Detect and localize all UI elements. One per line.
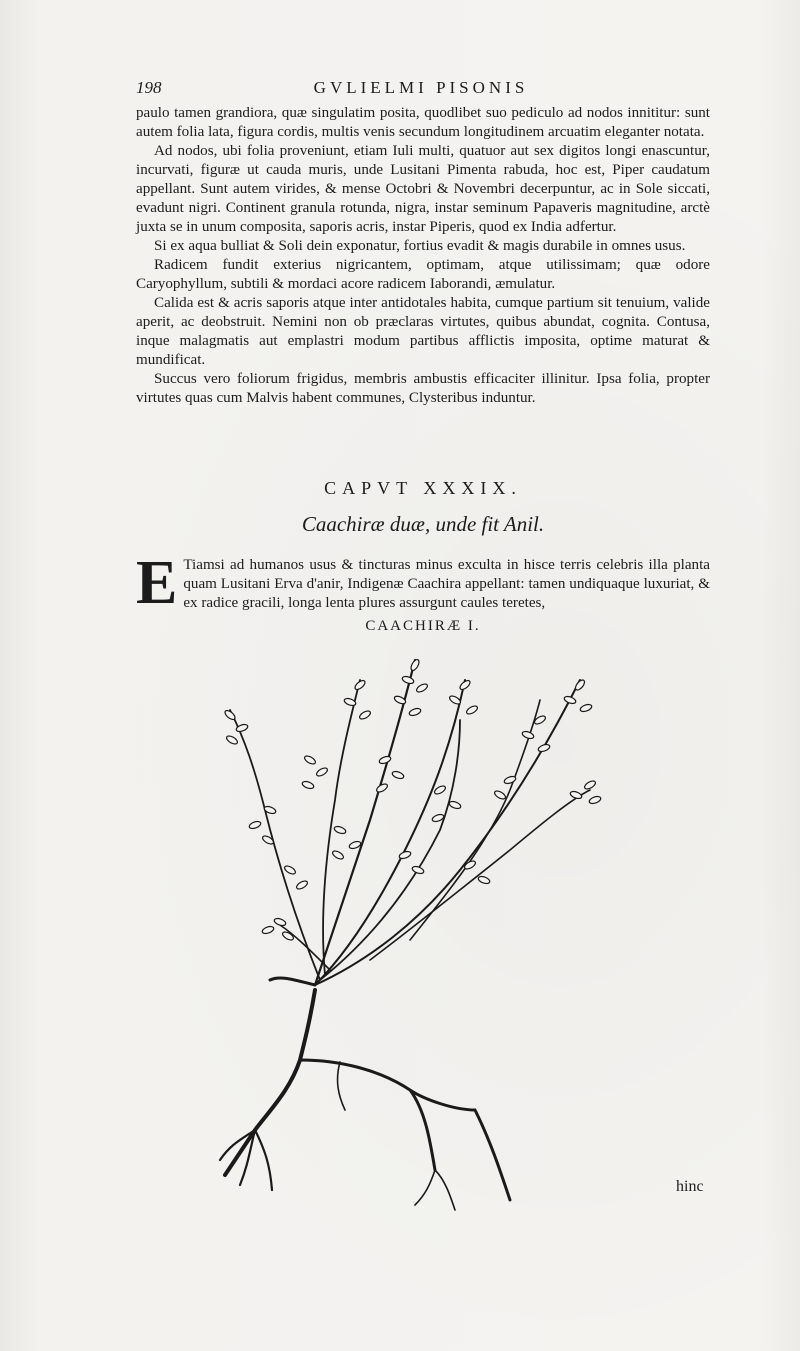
chapter-subtitle: Caachiræ duæ, unde fit Anil. <box>301 512 545 536</box>
leaflet <box>503 775 516 785</box>
drop-cap: E <box>136 549 178 617</box>
leaflet <box>463 859 476 870</box>
leaflet <box>409 658 420 671</box>
leaflet <box>433 784 446 795</box>
leaflet <box>248 820 261 830</box>
paragraph-5: Calida est & acris saporis atque inter antidotales habita, cumque partium sit tenuium, valide aperit, ac deobstruit. Nemini non ob præclaras virtutes, quibus abundat, cognita. Contusa, inque malagmatis aut emplastri modum partibus afflictis imposita, optime maturat & mundificat. <box>136 295 710 368</box>
paragraph-6: Succus vero foliorum frigidus, membris ambustis efficaciter illinitur. Ipsa folia, propter virtutes quas cum Malvis habent communes, Clysteribus induntur. <box>136 371 710 406</box>
catchword: hinc <box>676 1178 704 1195</box>
leaflet <box>375 782 388 793</box>
opening-text: Tiamsi ad humanos usus & tincturas minus exculta in hisce terris celebris illa planta quam Lusitani Erva d'anir, Indigenæ Caachira appellant: tamen undiquaque luxuriat, & ex radice gracili, longa lenta plures assurgunt caules teretes, <box>183 557 710 611</box>
running-title: GVLIELMI PISONIS <box>313 78 529 97</box>
chapter-heading: CAPVT XXXIX. <box>324 478 522 498</box>
leaflet <box>448 694 461 705</box>
root-right <box>300 1060 510 1200</box>
leaflet <box>563 695 576 705</box>
paragraph-2: Ad nodos, ubi folia proveniunt, etiam Iuli multi, quatuor aut sex digitos longi enascuntur, incurvati, figuræ ut cauda muris, unde Lusitani Pimenta rabuda, hoc est, Piper caudatum appellant. Sunt autem virides, & mense Octobri & Novembri decerpuntur, ac in Sole siccati, evadunt nigri. Continent granula rotunda, nigra, instar seminum Papaveris magnitudine, arctè juxta se in unum composita, saporis acris, instar Piperis, quod ex India adfertur. <box>136 143 710 235</box>
leaflet <box>378 755 391 765</box>
chapter-opening <box>136 549 710 617</box>
leaflet <box>583 779 596 790</box>
leaflet <box>398 850 411 860</box>
leaflet <box>579 703 592 713</box>
plant-illustration <box>210 640 630 1220</box>
page-header <box>136 78 706 100</box>
figure-caption: CAACHIRÆ I. <box>365 618 481 634</box>
root-branch-left <box>270 978 315 985</box>
stem-8 <box>370 790 590 960</box>
leaflet <box>493 789 506 800</box>
leaflet <box>225 734 238 745</box>
stem-3 <box>315 680 580 985</box>
leaflet <box>408 707 421 717</box>
leaflet <box>588 795 601 805</box>
leaflet <box>281 930 294 941</box>
paragraph-4: Radicem fundit exterius nigricantem, optimam, atque utilissimam; quæ odore Caryophyllum, subtili & mordaci acore radicem Iaborandi, æmulatur. <box>136 257 710 292</box>
root-small <box>338 1062 455 1210</box>
root-left <box>220 1130 272 1190</box>
leaflet <box>391 770 404 780</box>
root-main <box>225 990 315 1175</box>
leaflet <box>295 879 308 890</box>
leaflet <box>465 704 478 715</box>
leaflet <box>303 754 316 765</box>
leaflet <box>411 865 424 875</box>
leaflet <box>273 917 286 927</box>
leaflet <box>358 709 371 720</box>
leaflet <box>315 766 328 777</box>
leaflet <box>477 875 490 885</box>
paragraph-3: Si ex aqua bulliat & Soli dein exponatur, fortius evadit & magis durabile in omnes usus. <box>154 238 686 254</box>
stem-5 <box>230 710 320 980</box>
leaflet <box>521 730 534 740</box>
leaflet <box>333 825 346 835</box>
leaflet <box>448 800 461 810</box>
paragraph-1: paulo tamen grandiora, quæ singulatim posita, quodlibet suo pediculo ad nodos innititur: sunt autem folia lata, figura cordis, multis venis secundum longitudinem arcuatim eleganter notata. <box>136 105 710 140</box>
leaflet <box>569 790 582 800</box>
leaflet <box>331 849 344 860</box>
leaflet <box>401 675 414 685</box>
leaflet <box>537 743 550 753</box>
leaflet <box>301 780 314 790</box>
body-text <box>136 104 710 408</box>
leaflet <box>283 864 296 875</box>
page-number: 198 <box>136 78 162 97</box>
leaflet <box>261 925 274 935</box>
leaflet <box>574 678 586 691</box>
leaflet <box>415 682 428 693</box>
